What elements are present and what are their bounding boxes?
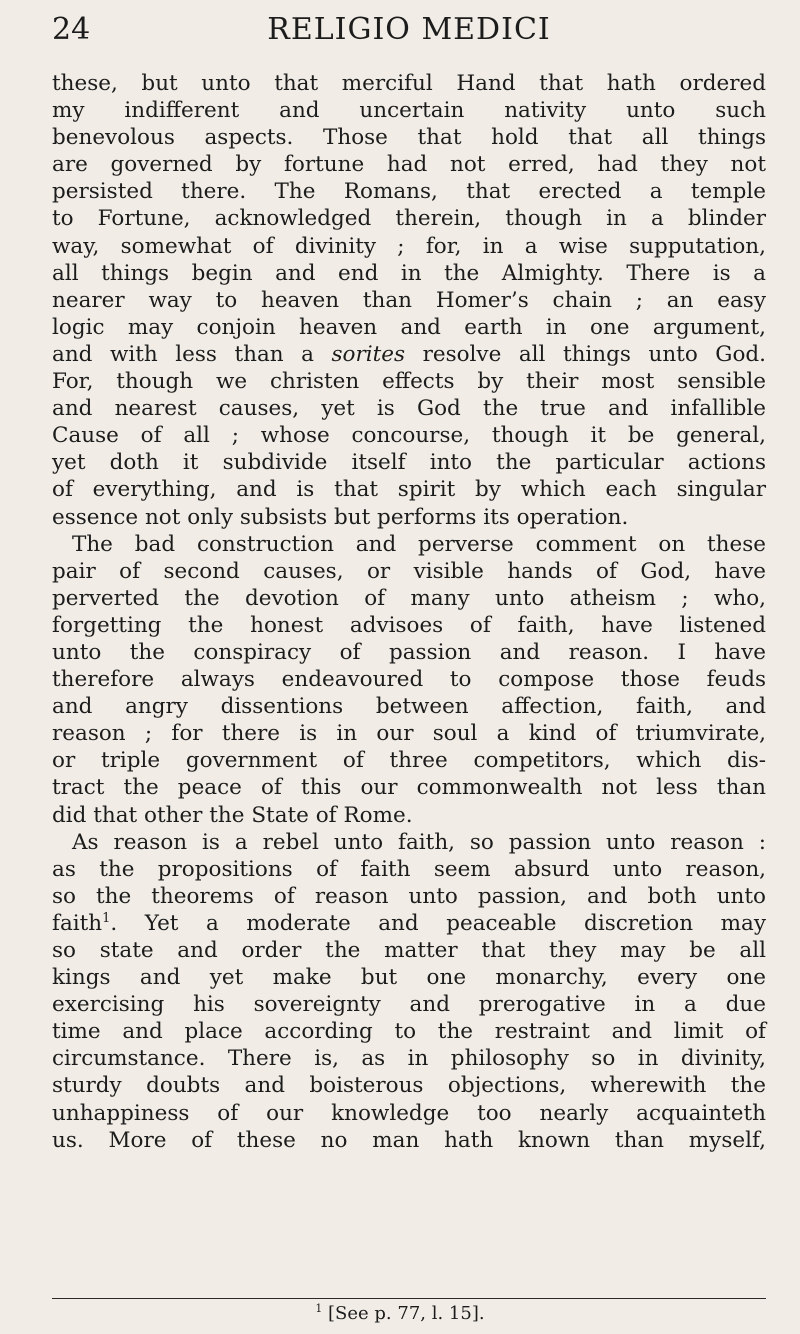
text-line: exercising his sovereignty and prerogative in a due	[52, 992, 766, 1018]
text-line: are governed by fortune had not erred, had they not	[52, 152, 766, 178]
text-line: so the theorems of reason unto passion, and both unto	[52, 883, 766, 909]
text-line: all things begin and end in the Almighty. There is a	[52, 260, 766, 286]
footnote-marker: 1	[315, 1302, 323, 1315]
running-head: RELIGIO MEDICI	[267, 12, 551, 47]
text-line: did that other the State of Rome.	[52, 802, 413, 828]
text-line: or triple government of three competitors, which dis-	[52, 748, 766, 774]
text-line: circumstance. There is, as in philosophy so in divinity,	[52, 1046, 766, 1072]
text-line: persisted there. The Romans, that erected a temple	[52, 179, 766, 205]
text-line: For, though we christen effects by their most sensible	[52, 369, 766, 395]
page-number: 24	[52, 12, 91, 47]
footnote	[0, 1302, 800, 1326]
text-line: yet doth it subdivide itself into the particular actions	[52, 450, 766, 476]
text-line: nearer way to heaven than Homer’s chain ; an easy	[52, 287, 766, 313]
text-line: of everything, and is that spirit by which each singular	[52, 477, 766, 503]
text-line: pair of second causes, or visible hands of God, have	[52, 558, 766, 584]
text-line: way, somewhat of divinity ; for, in a wise supputation,	[52, 233, 766, 259]
text-line: and nearest causes, yet is God the true and infallible	[52, 396, 766, 422]
footnote-text: [See p. 77, l. 15].	[322, 1303, 485, 1324]
text-line: perverted the devotion of many unto atheism ; who,	[52, 585, 766, 611]
text-line: forgetting the honest advisoes of faith, have listened	[52, 612, 766, 638]
text-line: so state and order the matter that they may be all	[52, 938, 766, 963]
text-line: therefore always endeavoured to compose those feuds	[52, 667, 766, 693]
footnote-reference: 1	[102, 910, 111, 926]
text-segment: and with less than a	[52, 341, 314, 367]
text-line: essence not only subsists but performs its operation.	[52, 504, 629, 530]
footnote-divider	[52, 1298, 766, 1299]
text-line: unto the conspiracy of passion and reason. I have	[52, 639, 766, 665]
text-line: As reason is a rebel unto faith, so passion unto reason :	[72, 829, 766, 855]
text-line: to Fortune, acknowledged therein, though in a blinder	[52, 206, 766, 232]
text-line	[52, 341, 766, 368]
text-line: unhappiness of our knowledge too nearly acquainteth	[52, 1100, 766, 1126]
text-line: time and place according to the restraint and limit of	[52, 1019, 766, 1045]
page-header	[52, 10, 766, 50]
text-line: as the propositions of faith seem absurd unto reason,	[52, 856, 766, 882]
text-line: us. More of these no man hath known than myself,	[52, 1127, 766, 1153]
text-line: these, but unto that merciful Hand that hath ordered	[52, 71, 766, 96]
text-segment: resolve all things unto God.	[405, 341, 767, 367]
italic-term: sorites	[331, 341, 406, 367]
text-line: logic may conjoin heaven and earth in one argument,	[52, 314, 766, 340]
text-line: The bad construction and perverse comment on these	[72, 531, 766, 557]
text-line: my indifferent and uncertain nativity unto such	[52, 98, 766, 124]
text-segment: faith	[52, 910, 103, 936]
body-text	[52, 70, 766, 1154]
text-line: reason ; for there is in our soul a kind of triumvirate,	[52, 721, 766, 747]
text-line: kings and yet make but one monarchy, every one	[52, 965, 766, 991]
text-line: and angry dissentions between affection, faith, and	[52, 694, 766, 720]
text-line: Cause of all ; whose concourse, though it be general,	[52, 423, 766, 449]
text-line: sturdy doubts and boisterous objections, wherewith the	[52, 1073, 766, 1099]
text-line: tract the peace of this our commonwealth not less than	[52, 775, 766, 801]
text-line	[52, 910, 766, 937]
text-line: benevolous aspects. Those that hold that all things	[52, 125, 766, 151]
text-segment: . Yet a moderate and peaceable discretion may	[110, 910, 766, 936]
